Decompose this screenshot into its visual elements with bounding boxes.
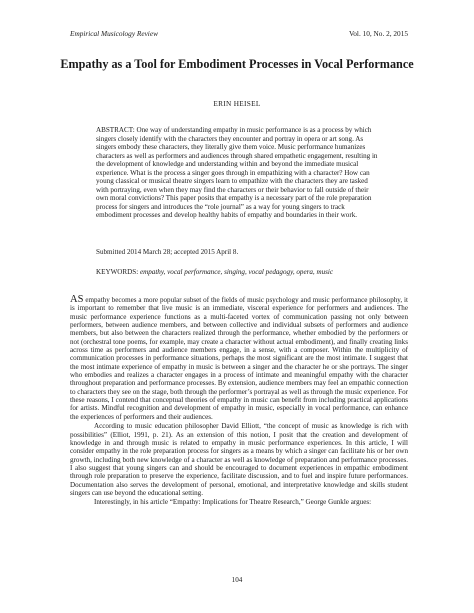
body-paragraph-2: According to music education philosopher David Elliott, “the concept of music as knowledge is rich with possibilities” (Elliot, 1991, p. 21). As an extension of this notion, I posit that the creation and development of knowledge in and through music is related to empathy in music performance experiences. In this article, I will consider empathy in the role preparation process for singers as a means by which a singer can facilitate his or her own growth, including both new knowledge of a character as well as knowledge of preparation and performance processes. I also suggest that young singers can and should be encouraged to document experiences in empathic embodiment through role preparation to preserve the experience, facilitate discussion, and to fuel and inspire future performances. Documentation also serves the development of personal, emotional, and interpretative knowledge and skills student singers can use beyond the educational setting. <box>70 422 408 497</box>
article-title: Empathy as a Tool for Embodiment Processes in Vocal Performance <box>60 57 414 71</box>
body-paragraph-1 <box>70 296 408 421</box>
keywords <box>96 268 414 277</box>
keywords-label: KEYWORDS: <box>96 268 140 276</box>
submission-dates: Submitted 2014 March 28; accepted 2015 April 8. <box>96 248 239 256</box>
page-number: 104 <box>231 576 243 584</box>
keywords-values: empathy, vocal performance, singing, vocal pedagogy, opera, music <box>139 268 334 276</box>
abstract: ABSTRACT: One way of understanding empathy in music performance is as a process by which singers closely identify with the characters they encounter and portray in opera or art song. As singers embody these characters, they literally give them voice. Music performance humanizes characters as well as performers and audiences through shared empathetic engagement, resulting in the development of knowledge and understanding within and beyond the immediate musical experience. What is the process a singer goes through in empathizing with a character? How can young classical or musical theatre singers learn to empathize with the characters they are tasked with portraying, even when they may find the characters or their behavior to fall outside of their own moral convictions? This paper posits that empathy is a necessary part of the role preparation process for singers and introduces the “role journal” as a way for young singers to track embodiment processes and develop healthy habits of empathy and boundaries in their work. <box>96 126 378 220</box>
body-paragraph-3: Interestingly, in his article “Empathy: Implications for Theatre Research,” George Gunkle argues: <box>94 498 372 507</box>
volume-info: Vol. 10, No. 2, 2015 <box>348 29 408 38</box>
article-body <box>70 296 408 507</box>
opening-word: AS <box>70 294 84 305</box>
body-paragraph-1-text: empathy becomes a more popular subset of the fields of music psychology and music performance philosophy, it is important to remember that live music is an immediate, visceral experience for performers and audiences. The music performance experience functions as a multi-faceted vortex of communication passing not only between performers, between audience members, and between collective and individual subsets of performers and audience members, but also between the characters realized through the performance, whether embodied by the performers or not (orchestral tone poems, for example, may create a character without actual embodiment), and finally creating links across time as performers and audience members engage, in a sense, with a composer. Within the multiplicity of communication processes in performance situations, perhaps the most significant are the most intimate. I suggest that the most intimate experience of empathy in music is between a singer and the character he or she portrays. The singer who embodies and realizes a character engages in a process of intimate and meaningful empathy with the character throughout preparation and performance processes. By extension, audience members may feel an empathic connection to characters they see on the stage, both through the performer’s portrayal as well as through the music experience. For these reasons, I contend that conceptual theories of empathy in music can benefit from including practical applications for artists. Mindful recognition and development of empathy in music, especially in vocal performance, can enhance the experiences of performers and their audiences. <box>70 296 408 421</box>
journal-name: Empirical Musicology Review <box>70 29 158 38</box>
author-name: ERIN HEISEL <box>213 99 261 108</box>
